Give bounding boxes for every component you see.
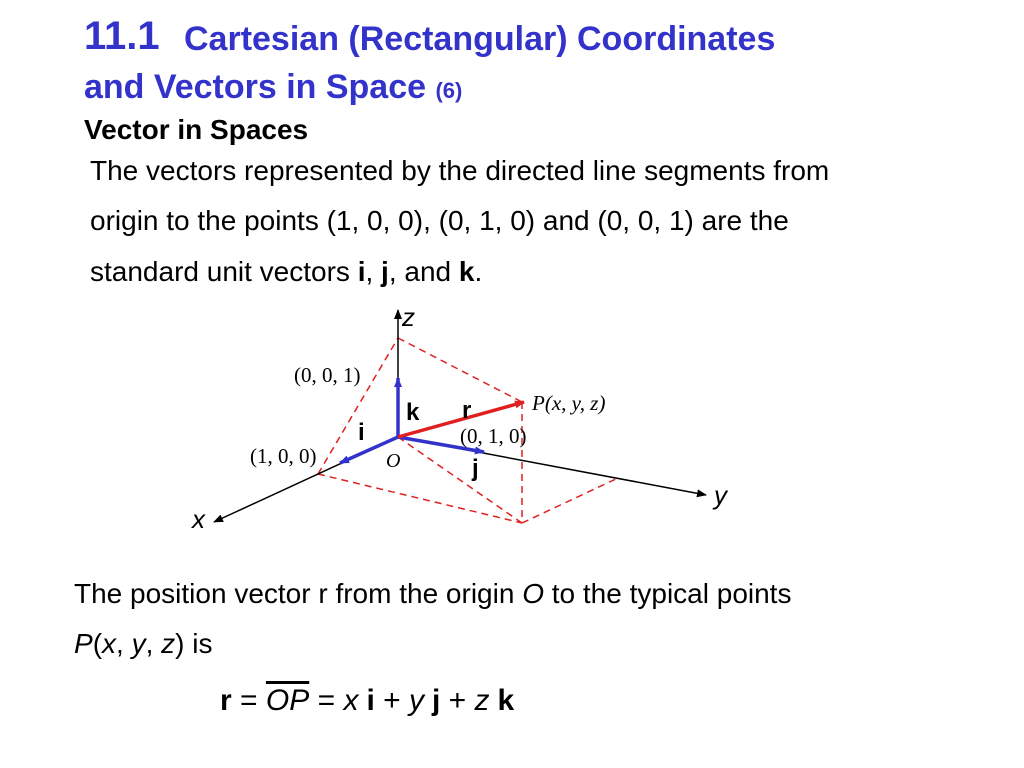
- comma-text: ,: [365, 256, 382, 287]
- is-text: is: [184, 628, 213, 659]
- typical-points-text: to the typical points: [543, 578, 792, 609]
- unit-vector-k-text: k: [458, 256, 475, 287]
- formula-j: j: [432, 684, 441, 717]
- formula-equals: =: [309, 684, 344, 717]
- axis-y-label: y: [714, 480, 727, 510]
- label-i: i: [358, 419, 365, 446]
- formula-equals: =: [231, 684, 266, 717]
- axis-x-label: x: [192, 504, 205, 534]
- period-text: .: [474, 256, 483, 287]
- paragraph-line3-text: standard unit vectors: [90, 256, 358, 287]
- slide-subtitle: Vector in Spaces: [84, 114, 309, 145]
- unit-vector-i-text: i: [357, 256, 366, 287]
- guide-line: [398, 338, 522, 402]
- coord-y: y: [131, 628, 146, 659]
- coord-z: z: [161, 628, 176, 659]
- slide-title-line2-text: and Vectors in Space: [84, 68, 427, 106]
- formula-plus: +: [374, 684, 409, 717]
- slide-title-line1: Cartesian (Rectangular) Coordinates: [184, 20, 776, 58]
- formula-r: r: [220, 684, 232, 717]
- origin-label: O: [386, 450, 401, 472]
- label-k: k: [406, 399, 420, 426]
- label-r: r: [462, 397, 472, 424]
- formula-OP: $\overline{OP}$: [265, 684, 310, 717]
- formula-i: i: [366, 684, 375, 717]
- coord-x: x: [102, 628, 117, 659]
- slide-part-number: (6): [435, 78, 463, 103]
- bottom-text-line2: [74, 628, 212, 660]
- formula-z: z: [474, 684, 490, 717]
- section-number: 11.1: [84, 14, 160, 58]
- point-P-label: P(x, y, z): [532, 391, 606, 415]
- and-text: , and: [388, 256, 459, 287]
- comma: ,: [116, 628, 132, 659]
- paren-open: (: [92, 628, 103, 659]
- formula-x: x: [343, 684, 359, 717]
- label-j: j: [472, 455, 479, 482]
- from-origin-text: from the origin: [327, 578, 523, 609]
- guide-line: [522, 478, 618, 523]
- guide-line: [318, 474, 522, 523]
- point-100-label: (1, 0, 0): [250, 444, 317, 468]
- guide-line: [398, 437, 522, 523]
- bottom-text-line1: [74, 578, 791, 610]
- axis-z-label: z: [402, 302, 415, 332]
- comma: ,: [145, 628, 162, 659]
- formula-k: k: [497, 684, 515, 717]
- point-001-label: (0, 0, 1): [294, 363, 361, 387]
- paragraph-line2: origin to the points (1, 0, 0), (0, 1, 0) and (0, 0, 1) are the: [90, 205, 789, 236]
- paragraph-line1: The vectors represented by the directed line segments from: [90, 155, 830, 186]
- formula-plus: +: [440, 684, 475, 717]
- paren-close: ): [175, 628, 185, 659]
- origin-symbol: O: [522, 578, 544, 609]
- position-vector-formula: [220, 684, 514, 718]
- the-text: The: [74, 578, 131, 609]
- point-symbol-P: P: [74, 628, 93, 659]
- position-vector-term: position vector r: [130, 578, 328, 609]
- formula-y: y: [409, 684, 424, 717]
- unit-vector-j-text: j: [381, 256, 389, 287]
- point-010-label: (0, 1, 0): [460, 424, 527, 448]
